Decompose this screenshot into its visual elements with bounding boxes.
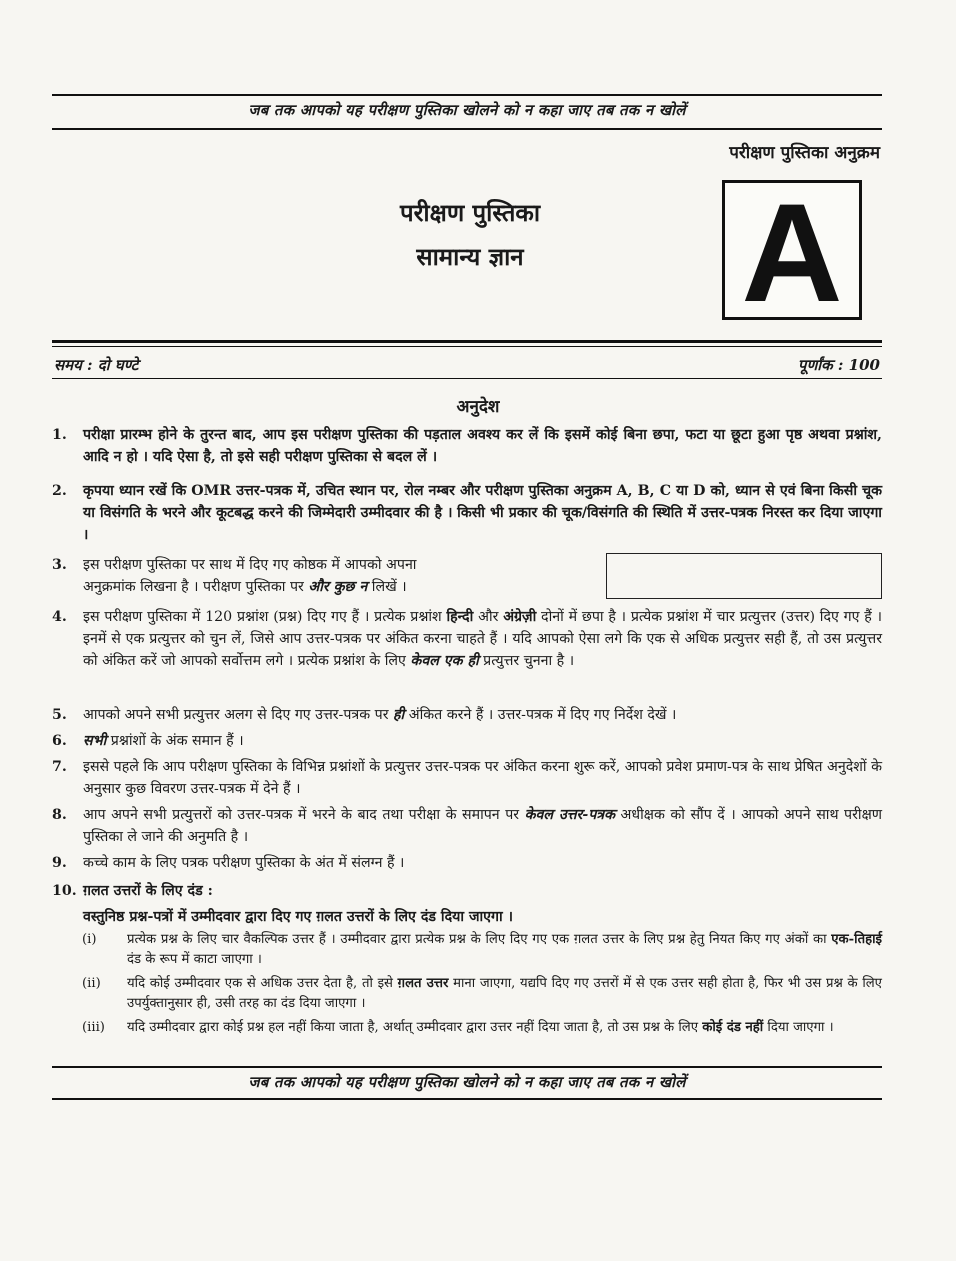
series-letter: A <box>741 174 843 331</box>
roll-number-box[interactable] <box>606 553 882 599</box>
penalty-lead-text: वस्तुनिष्ठ प्रश्न-पत्रों में उम्मीदवार द्वारा दिए गए ग़लत उत्तरों के लिए दंड दिया जाएगा । <box>83 909 513 925</box>
instruction-text: इससे पहले कि आप परीक्षण पुस्तिका के विभिन्न प्रश्नांशों के प्रत्युत्तर उत्तर-पत्रक पर अंकित करना शुरू करें, आपको प्रवेश प्रमाण-पत्र के साथ प्रेषित अनुदेशों के अनुसार कुछ विवरण उत्तर-पत्रक में देने हैं । <box>83 759 882 797</box>
instruction-8 <box>52 804 882 848</box>
instruction-text: लिखें । <box>371 579 407 595</box>
instruction-text: कच्चे काम के लिए पत्रक परीक्षण पुस्तिका के अंत में संलग्न हैं । <box>83 855 405 871</box>
instruction-3 <box>52 554 612 598</box>
time-allowed: समय : दो घण्टे <box>54 356 139 374</box>
instruction-warning: किसी भी प्रकार की चूक/विसंगति की स्थिति में उत्तर-पत्रक निरस्त कर दिया जाएगा । <box>83 505 882 543</box>
max-marks: पूर्णांक : 100 <box>797 356 880 374</box>
header-rule-thick <box>52 340 882 343</box>
subject-title: सामान्य ज्ञान <box>416 242 524 271</box>
instruction-number: 2. <box>52 483 67 499</box>
instruction-number: 5. <box>52 707 67 723</box>
sub-emphasis: एक-तिहाई <box>831 932 882 947</box>
instructions-heading: अनुदेश <box>456 397 500 417</box>
series-box <box>722 174 862 331</box>
sub-number: (ii) <box>82 976 101 991</box>
instruction-text: अनुक्रमांक लिखना है । परीक्षण पुस्तिका पर <box>83 579 304 595</box>
instruction-text: प्रश्नांशों के अंक समान हैं । <box>110 733 244 749</box>
top-rule <box>52 94 882 96</box>
sub-emphasis: कोई दंड नहीं <box>702 1020 764 1035</box>
top-notice: जब तक आपको यह परीक्षण पुस्तिका खोलने को न कहा जाए तब तक न खोलें <box>248 101 686 119</box>
instruction-text: इस परीक्षण पुस्तिका में 120 प्रश्नांश (प्रश्न) दिए गए हैं । प्रत्येक प्रश्नांश <box>83 609 442 625</box>
sub-text: माना जाएगा, यद्यपि दिए गए उत्तरों में से एक उत्तर सही होता है, फिर भी उस प्रश्न के लिए उपर्युक्तानुसार ही, उसी तरह का दंड दिया जाएगा । <box>127 976 882 1011</box>
sub-number: (iii) <box>82 1020 105 1035</box>
header-rule-thin <box>52 346 882 347</box>
instruction-number: 3. <box>52 557 67 573</box>
instruction-5 <box>52 704 882 726</box>
instruction-4 <box>52 606 882 672</box>
instruction-6 <box>52 730 882 752</box>
penalty-lead <box>52 906 882 928</box>
sub-emphasis: ग़लत उत्तर <box>397 976 449 991</box>
instruction-number: 10. <box>52 883 77 899</box>
instruction-number: 9. <box>52 855 67 871</box>
instruction-text: परीक्षा प्रारम्भ होने के तुरन्त बाद, आप इस परीक्षण पुस्तिका की पड़ताल अवश्य कर लें कि इसमें कोई बिना छपा, फटा या छूटा हुआ पृष्ठ अथवा प्रश्नांश, आदि न हो । यदि ऐसा है, तो इसे सही परीक्षण पुस्तिका से बदल लें । <box>83 427 882 465</box>
penalty-title: ग़लत उत्तरों के लिए दंड : <box>83 883 213 899</box>
sub-text: प्रत्येक प्रश्न के लिए चार वैकल्पिक उत्तर हैं । उम्मीदवार द्वारा प्रत्येक प्रश्न के लिए दिए गए एक ग़लत उत्तर के लिए प्रश्न हेतु नियत किए गए अंकों का <box>127 932 827 947</box>
booklet-title: परीक्षण पुस्तिका <box>399 198 541 227</box>
instruction-number: 7. <box>52 759 67 775</box>
bottom-notice-rule-top <box>52 1066 882 1068</box>
language-hindi: हिन्दी <box>446 609 474 625</box>
instruction-text: इस परीक्षण पुस्तिका पर साथ में दिए गए कोष्ठक में आपको अपना <box>83 557 417 573</box>
sub-text: यदि उम्मीदवार द्वारा कोई प्रश्न हल नहीं किया जाता है, अर्थात् उम्मीदवार द्वारा उत्तर नहीं दिया जाता है, तो उस प्रश्न के लिए <box>127 1020 698 1035</box>
meta-rule <box>52 378 882 379</box>
sub-number: (i) <box>82 932 97 947</box>
instruction-number: 1. <box>52 427 67 443</box>
instruction-emphasis: सभी <box>83 733 107 749</box>
sub-text: दिया जाएगा । <box>767 1020 834 1035</box>
instruction-9 <box>52 852 882 874</box>
bottom-notice: जब तक आपको यह परीक्षण पुस्तिका खोलने को न कहा जाए तब तक न खोलें <box>248 1073 686 1091</box>
instruction-text: दोनों में छपा है । प्रत्येक प्रश्नांश में चार प्रत्युत्तर (उत्तर) दिए गए हैं । इनमें से एक प्रत्युत्तर को चुन लें, जिसे आप उत्तर-पत्रक पर अंकित करना चाहते हैं । यदि आपको ऐसा लगे कि एक से अधिक प्रत्युत्तर सही हैं, तो उस प्रत्युत्तर को अंकित करें जो आपको सर्वोत्तम लगे । प्रत्येक प्रश्नांश के लिए <box>83 609 882 669</box>
instruction-text: आप अपने सभी प्रत्युत्तरों को उत्तर-पत्रक में भरने के बाद तथा परीक्षा के समापन पर <box>83 807 520 823</box>
penalty-rule-ii <box>82 974 882 1014</box>
instruction-10 <box>52 880 882 902</box>
penalty-rule-i <box>82 930 882 970</box>
sub-text: यदि कोई उम्मीदवार एक से अधिक उत्तर देता है, तो इसे <box>127 976 393 991</box>
sub-text: दंड के रूप में काटा जाएगा । <box>127 952 262 967</box>
instruction-1 <box>52 424 882 468</box>
instruction-text: और <box>478 609 499 625</box>
instruction-text: कृपया ध्यान रखें कि OMR उत्तर-पत्रक में, उचित स्थान पर, रोल नम्बर और परीक्षण पुस्तिका अनुक्रम A, B, C या D को, ध्यान से एवं बिना किसी चूक या विसंगति के भरने और कूटबद्ध करने की जिम्मेदारी उम्मीदवार की है । <box>83 483 882 521</box>
bottom-notice-rule-bottom <box>52 1098 882 1100</box>
instruction-emphasis: ही <box>393 707 405 723</box>
top-notice-rule <box>52 128 882 130</box>
instruction-7 <box>52 756 882 800</box>
instruction-text: प्रत्युत्तर चुनना है । <box>483 653 575 669</box>
instruction-emphasis: और कुछ न <box>308 579 368 595</box>
penalty-rule-iii <box>82 1018 882 1038</box>
instruction-2 <box>52 480 882 546</box>
instruction-text: अधीक्षक को सौंप दें । आपको अपने साथ परीक्षण पुस्तिका ले जाने की अनुमति है । <box>83 807 883 845</box>
instruction-number: 4. <box>52 609 67 625</box>
instruction-emphasis: केवल एक ही <box>410 653 479 669</box>
instruction-text: अंकित करने हैं । उत्तर-पत्रक में दिए गए निर्देश देखें । <box>408 707 677 723</box>
instruction-number: 6. <box>52 733 67 749</box>
instruction-emphasis: केवल उत्तर-पत्रक <box>524 807 616 823</box>
instruction-number: 8. <box>52 807 67 823</box>
booklet-sequence-label: परीक्षण पुस्तिका अनुक्रम <box>729 143 880 163</box>
language-english: अंग्रेज़ी <box>503 609 537 625</box>
instruction-text: आपको अपने सभी प्रत्युत्तर अलग से दिए गए उत्तर-पत्रक पर <box>83 707 389 723</box>
